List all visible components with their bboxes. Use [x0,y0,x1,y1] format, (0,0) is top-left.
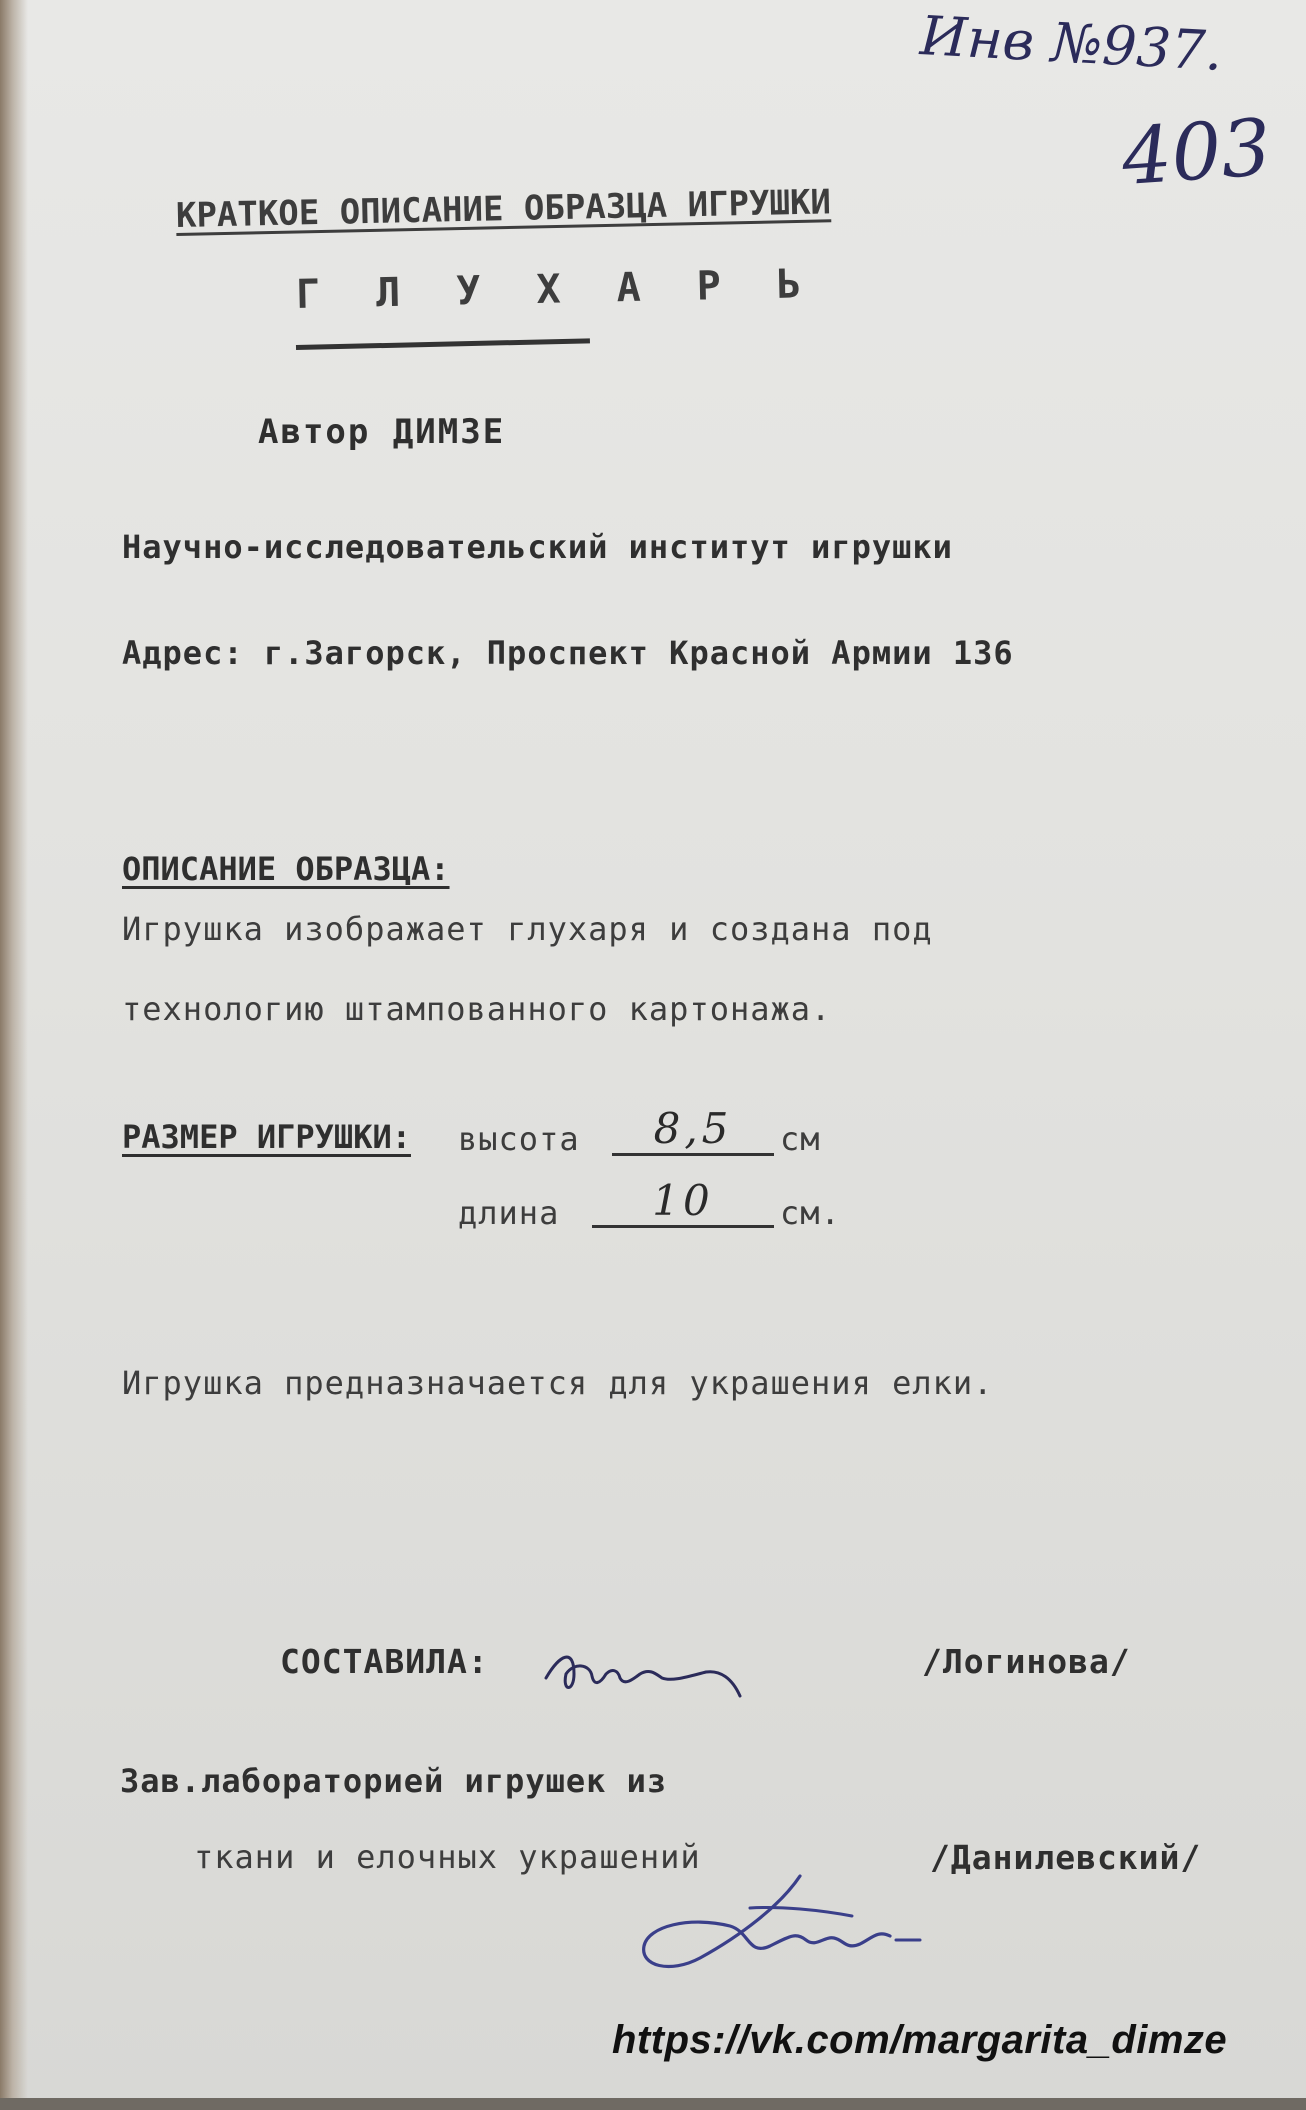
compiled-by-name: /Логинова/ [922,1642,1131,1681]
purpose-line: Игрушка предназначается для украшения елки. [122,1364,994,1402]
height-unit: см [780,1120,821,1158]
height-label: высота [458,1120,580,1158]
description-line-1: Игрушка изображает глухаря и создана под [122,910,933,948]
toy-name: Г Л У Х А Р Ь [295,261,818,318]
page-binding-shadow [0,0,28,2110]
lab-head-signature [620,1866,980,1986]
source-watermark: https://vk.com/margarita_dimze [612,2018,1228,2062]
description-heading: ОПИСАНИЕ ОБРАЗЦА: [122,850,450,888]
page-number-note: 403 [1119,102,1274,204]
length-label: длина [458,1194,560,1232]
height-field [612,1104,774,1156]
photo-bottom-edge [0,2098,1306,2110]
height-value: 8,5 [653,1104,733,1153]
length-value: 10 [652,1176,714,1225]
toy-name-underline [296,338,590,350]
institute-name: Научно-исследовательский институт игрушки [122,528,953,566]
inventory-number-note: Инв №937. [918,4,1225,83]
document-title: КРАТКОЕ ОПИСАНИЕ ОБРАЗЦА ИГРУШКИ [175,182,832,236]
institute-address: Адрес: г.Загорск, Проспект Красной Армии 136 [122,634,1014,672]
lab-head-title-line-1: Зав.лабораторией игрушек из [120,1762,668,1800]
compiled-by-label: СОСТАВИЛА: [280,1642,489,1681]
compiler-signature [540,1634,750,1714]
description-line-2: технологию штампованного картонажа. [122,990,832,1028]
length-unit: см. [780,1194,841,1232]
size-heading: РАЗМЕР ИГРУШКИ: [122,1118,411,1156]
lab-head-name: /Данилевский/ [930,1838,1202,1877]
length-field [592,1176,774,1228]
author-line: Автор ДИМЗЕ [258,412,506,452]
lab-head-title-line-2: ткани и елочных украшений [194,1838,701,1876]
